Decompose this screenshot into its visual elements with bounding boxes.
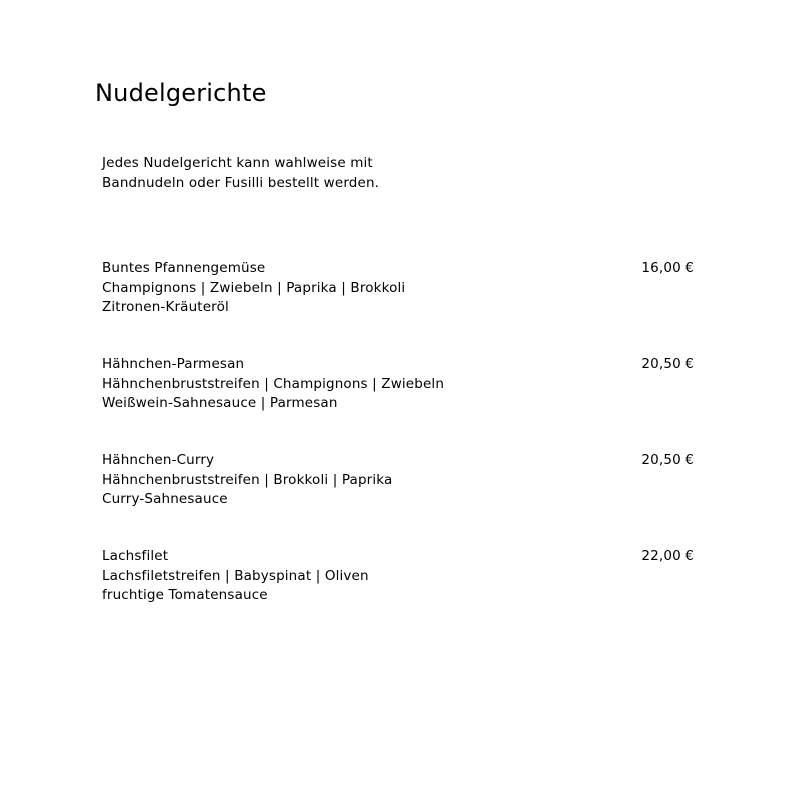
menu-item-name: Lachsfilet: [102, 548, 169, 564]
intro-line: Jedes Nudelgericht kann wahlweise mit: [102, 155, 373, 171]
menu-item-sauce: Curry-Sahnesauce: [102, 491, 228, 507]
menu-item-sauce: Zitronen-Kräuteröl: [102, 299, 229, 315]
menu-item: [102, 259, 694, 321]
page-title: Nudelgerichte: [95, 79, 267, 107]
menu-item: [102, 355, 694, 417]
menu-item-sauce: Weißwein-Sahnesauce | Parmesan: [102, 395, 338, 411]
intro-line: Bandnudeln oder Fusilli bestellt werden.: [102, 175, 380, 191]
menu-item-ingredients: Hähnchenbruststreifen | Brokkoli | Paprika: [102, 471, 393, 488]
menu-item-ingredients: Hähnchenbruststreifen | Champignons | Zwiebeln: [102, 375, 445, 392]
menu-item-details: [102, 259, 405, 318]
menu-item-price: 20,50 €: [641, 452, 694, 468]
menu-item-price: 22,00 €: [641, 548, 694, 564]
menu-item-name: Hähnchen-Parmesan: [102, 356, 245, 372]
menu-item-sauce: fruchtige Tomatensauce: [102, 587, 268, 603]
menu-item-ingredients: Champignons | Zwiebeln | Paprika | Brokkoli: [102, 279, 406, 296]
menu-item-details: [102, 547, 369, 606]
menu-item-name: Buntes Pfannengemüse: [102, 260, 266, 276]
intro-text: [102, 153, 522, 193]
menu-item-ingredients: Lachsfiletstreifen | Babyspinat | Oliven: [102, 567, 369, 584]
menu-item: [102, 547, 694, 609]
menu-item-price: 16,00 €: [641, 260, 694, 276]
menu-item-price: 20,50 €: [641, 356, 694, 372]
menu-item: [102, 451, 694, 513]
menu-item-details: [102, 355, 444, 414]
menu-item-name: Hähnchen-Curry: [102, 452, 215, 468]
menu-item-details: [102, 451, 392, 510]
